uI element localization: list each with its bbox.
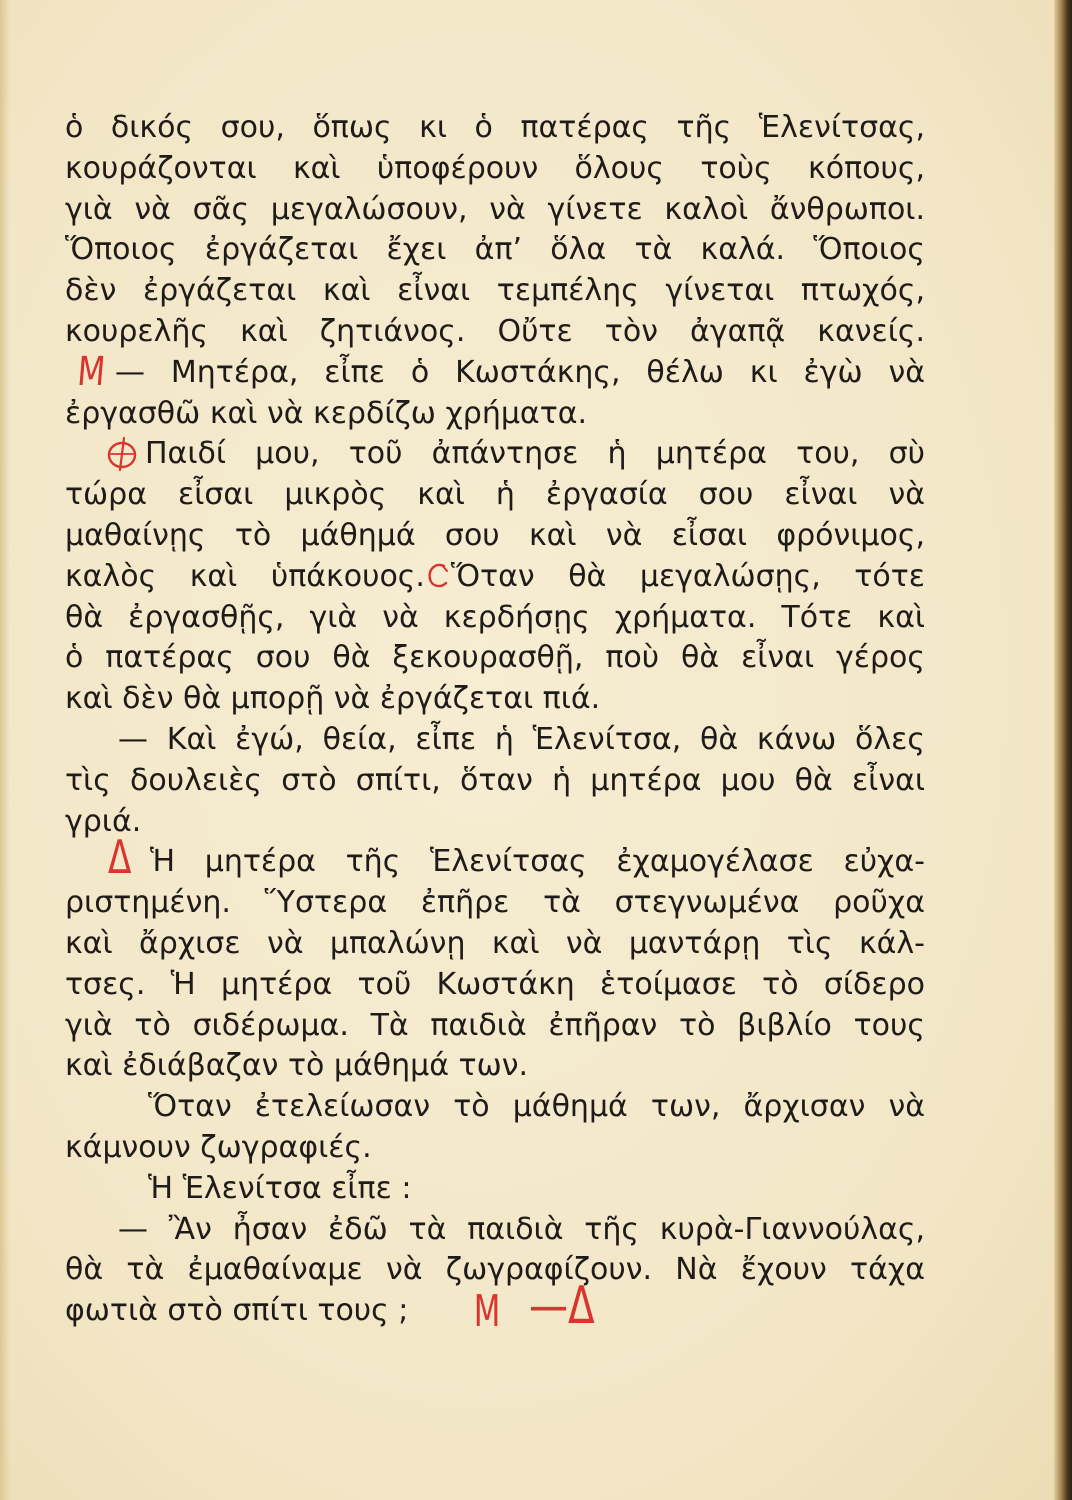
text-line: — Καὶ ἐγώ, θεία, εἶπε ἡ Ἑλενίτσα, θὰ κάνω ὅλες xyxy=(118,721,925,757)
page-text xyxy=(65,108,925,1337)
text-line: Ὅταν ἐτελείωσαν τὸ μάθημά των, ἄρχισαν νὰ xyxy=(148,1089,925,1125)
text-line: Ὅποιος ἐργάζεται ἔχει ἀπ’ ὅλα τὰ καλά. Ὅποιος xyxy=(65,232,925,268)
red-circle-mark xyxy=(102,434,142,474)
red-margin-mark: Δ xyxy=(107,830,132,884)
red-margin-mark: Μ xyxy=(75,349,107,395)
text-line: γιὰ νὰ σᾶς μεγαλώσουν, νὰ γίνετε καλοὶ ἄνθρωποι. xyxy=(65,191,925,227)
text-line: θὰ τὰ ἐμαθαίναμε νὰ ζωγραφίζουν. Νὰ ἔχουν τάχα xyxy=(65,1252,925,1288)
text-line: ριστημένη. Ὕστερα ἐπῆρε τὰ στεγνωμένα ροῦχα xyxy=(65,885,925,921)
text-line: — Ἂν ἦσαν ἐδῶ τὰ παιδιὰ τῆς κυρὰ-Γιαννούλας, xyxy=(118,1211,925,1247)
text-line: δὲν ἐργάζεται καὶ εἶναι τεμπέλης γίνεται πτωχός, xyxy=(65,273,925,309)
text-segment: Ὅταν θὰ μεγαλώσῃς, τότε xyxy=(450,558,925,594)
text-line: τὶς δουλειὲς στὸ σπίτι, ὅταν ἡ μητέρα μου θὰ εἶναι xyxy=(65,762,925,798)
text-line: Παιδί μου, τοῦ ἀπάντησε ἡ μητέρα του, σὺ xyxy=(145,436,925,472)
text-line: γιὰ τὸ σιδέρωμα. Τὰ παιδιὰ ἐπῆραν τὸ βιβλίο τους xyxy=(65,1007,925,1043)
text-line: φωτιὰ στὸ σπίτι τους ; xyxy=(65,1293,409,1329)
text-segment: καλὸς καὶ ὑπάκουος. xyxy=(65,558,425,594)
text-line xyxy=(65,557,925,598)
text-line: θὰ ἐργασθῇς, γιὰ νὰ κερδήσῃς χρήματα. Τότε καὶ xyxy=(65,599,925,635)
text-line: τσες. Ἡ μητέρα τοῦ Κωστάκη ἑτοίμασε τὸ σίδερο xyxy=(65,966,925,1002)
red-correction-mark xyxy=(425,560,451,590)
text-line: τώρα εἶσαι μικρὸς καὶ ἡ ἐργασία σου εἶναι νὰ xyxy=(65,477,925,513)
text-line: — Μητέρα, εἶπε ὁ Κωστάκης, θέλω κι ἐγὼ νὰ xyxy=(115,354,925,390)
text-line: κουράζονται καὶ ὑποφέρουν ὅλους τοὺς κόπους, xyxy=(65,150,925,186)
text-line: Ἡ μητέρα τῆς Ἑλενίτσας ἐχαμογέλασε εὐχα- xyxy=(150,844,925,880)
text-line: καὶ ἐδιάβαζαν τὸ μάθημά των. xyxy=(65,1048,529,1084)
text-line: Ἡ Ἑλενίτσα εἶπε : xyxy=(148,1170,412,1206)
text-line: καὶ ἄρχισε νὰ μπαλώνῃ καὶ νὰ μαντάρῃ τὶς κάλ- xyxy=(65,925,925,961)
text-line: ὁ δικός σου, ὅπως κι ὁ πατέρας τῆς Ἑλενίτσας, xyxy=(65,110,925,145)
text-line: καὶ δὲν θὰ μπορῇ νὰ ἐργάζεται πιά. xyxy=(65,681,601,717)
text-line: ἐργασθῶ καὶ νὰ κερδίζω χρήματα. xyxy=(65,395,588,431)
red-end-mark: Μ xyxy=(473,1286,501,1337)
red-end-mark: —Δ xyxy=(528,1276,595,1336)
book-spine-edge xyxy=(1054,0,1072,1500)
text-line: κάμνουν ζωγραφιές. xyxy=(65,1129,372,1165)
text-line: γριά. xyxy=(65,803,142,839)
text-line: κουρελῆς καὶ ζητιάνος. Οὔτε τὸν ἀγαπᾷ κανείς. xyxy=(65,313,925,349)
text-line: ὁ πατέρας σου θὰ ξεκουρασθῇ, ποὺ θὰ εἶναι γέρος xyxy=(65,640,925,676)
page-left-edge xyxy=(0,0,10,1500)
text-line: μαθαίνῃς τὸ μάθημά σου καὶ νὰ εἶσαι φρόνιμος, xyxy=(65,517,925,553)
